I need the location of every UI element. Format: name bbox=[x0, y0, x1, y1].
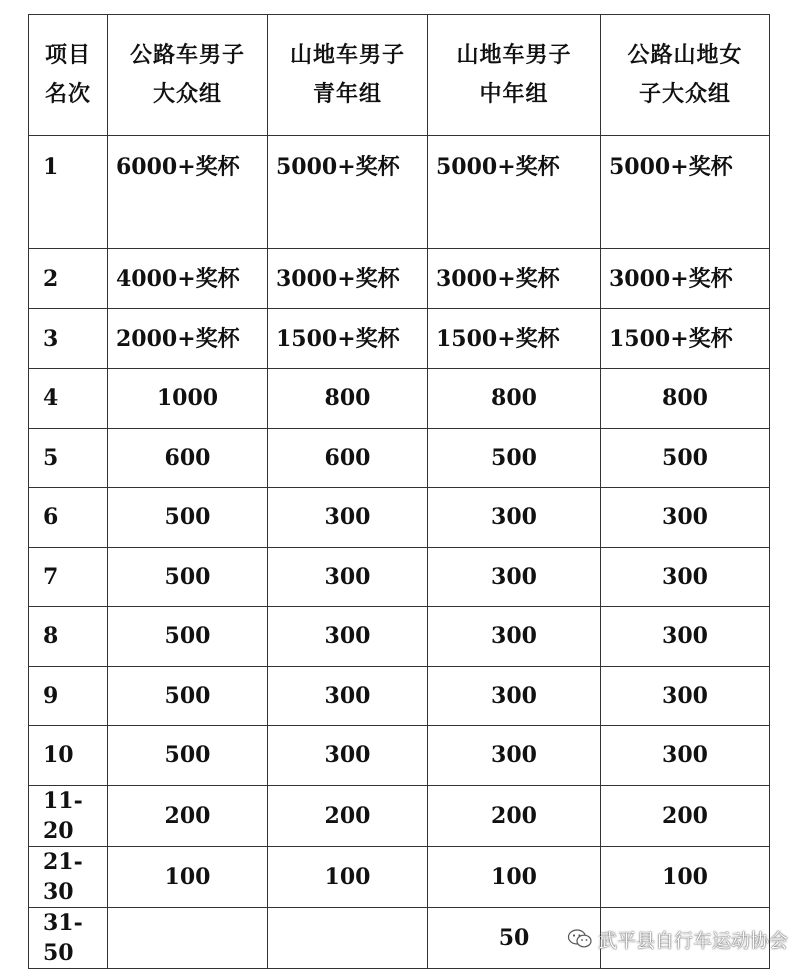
prize-cell: 3000+奖杯 bbox=[268, 249, 428, 309]
prize-cell: 300 bbox=[428, 488, 601, 548]
prize-table bbox=[28, 14, 770, 969]
prize-cell: 800 bbox=[601, 369, 770, 429]
prize-cell: 6000+奖杯 bbox=[108, 136, 268, 249]
prize-cell: 3000+奖杯 bbox=[601, 249, 770, 309]
table-row bbox=[29, 666, 770, 726]
header-col2-line1: 山地车男子 bbox=[289, 42, 405, 68]
prize-cell: 300 bbox=[428, 726, 601, 786]
prize-cell: 300 bbox=[268, 488, 428, 548]
rank-cell: 8 bbox=[29, 607, 108, 667]
table-row bbox=[29, 309, 770, 369]
rank-cell: 21-30 bbox=[29, 846, 108, 907]
table-row bbox=[29, 369, 770, 429]
prize-cell: 300 bbox=[268, 666, 428, 726]
prize-cell: 500 bbox=[601, 428, 770, 488]
prize-cell: 600 bbox=[268, 428, 428, 488]
rank-cell: 1 bbox=[29, 136, 108, 249]
rank-cell: 3 bbox=[29, 309, 108, 369]
header-row bbox=[29, 15, 770, 136]
prize-cell: 300 bbox=[601, 488, 770, 548]
prize-cell: 100 bbox=[428, 846, 601, 907]
table-row bbox=[29, 785, 770, 846]
header-col4-line1: 公路山地女 bbox=[627, 42, 743, 68]
table-row bbox=[29, 428, 770, 488]
prize-cell: 300 bbox=[268, 547, 428, 607]
prize-cell: 300 bbox=[268, 607, 428, 667]
prize-cell: 600 bbox=[108, 428, 268, 488]
header-women-public bbox=[601, 15, 770, 136]
rank-cell: 31-50 bbox=[29, 907, 108, 968]
table-row bbox=[29, 846, 770, 907]
prize-cell: 300 bbox=[601, 666, 770, 726]
prize-cell: 300 bbox=[428, 666, 601, 726]
table-row bbox=[29, 547, 770, 607]
prize-cell: 5000+奖杯 bbox=[428, 136, 601, 249]
prize-cell: 200 bbox=[268, 785, 428, 846]
prize-cell: 300 bbox=[601, 726, 770, 786]
prize-cell: 1500+奖杯 bbox=[601, 309, 770, 369]
prize-cell: 300 bbox=[601, 547, 770, 607]
rank-cell: 11-20 bbox=[29, 785, 108, 846]
prize-cell: 5000+奖杯 bbox=[268, 136, 428, 249]
prize-cell bbox=[108, 907, 268, 968]
wechat-icon bbox=[567, 928, 593, 950]
prize-cell: 300 bbox=[428, 547, 601, 607]
table-row bbox=[29, 607, 770, 667]
rank-cell: 10 bbox=[29, 726, 108, 786]
header-road-men-public bbox=[108, 15, 268, 136]
header-rank bbox=[29, 15, 108, 136]
prize-cell: 100 bbox=[601, 846, 770, 907]
header-mtb-men-youth bbox=[268, 15, 428, 136]
prize-cell: 2000+奖杯 bbox=[108, 309, 268, 369]
prize-cell bbox=[268, 907, 428, 968]
rank-cell: 7 bbox=[29, 547, 108, 607]
prize-cell: 1500+奖杯 bbox=[268, 309, 428, 369]
prize-cell: 500 bbox=[108, 547, 268, 607]
prize-cell: 50 bbox=[428, 907, 601, 968]
header-col4-line2: 子大众组 bbox=[638, 81, 731, 107]
header-col1-line2: 大众组 bbox=[152, 81, 222, 107]
header-rank-line1: 项目 bbox=[44, 42, 91, 68]
prize-cell: 200 bbox=[108, 785, 268, 846]
watermark bbox=[567, 925, 788, 953]
prize-cell: 300 bbox=[428, 607, 601, 667]
prize-cell: 3000+奖杯 bbox=[428, 249, 601, 309]
rank-cell: 5 bbox=[29, 428, 108, 488]
prize-cell: 500 bbox=[108, 488, 268, 548]
prize-cell: 800 bbox=[428, 369, 601, 429]
header-col2-line2: 青年组 bbox=[312, 81, 382, 107]
table-row bbox=[29, 249, 770, 309]
header-col3-line2: 中年组 bbox=[479, 81, 549, 107]
prize-cell: 1500+奖杯 bbox=[428, 309, 601, 369]
rank-cell: 9 bbox=[29, 666, 108, 726]
prize-cell: 5000+奖杯 bbox=[601, 136, 770, 249]
prize-cell: 500 bbox=[108, 726, 268, 786]
prize-cell: 4000+奖杯 bbox=[108, 249, 268, 309]
prize-cell: 300 bbox=[601, 607, 770, 667]
prize-cell: 100 bbox=[268, 846, 428, 907]
prize-cell: 300 bbox=[268, 726, 428, 786]
prize-cell: 500 bbox=[108, 607, 268, 667]
table-row bbox=[29, 136, 770, 249]
table-row bbox=[29, 726, 770, 786]
prize-cell: 200 bbox=[428, 785, 601, 846]
prize-cell: 100 bbox=[108, 846, 268, 907]
rank-cell: 6 bbox=[29, 488, 108, 548]
prize-cell: 500 bbox=[428, 428, 601, 488]
header-rank-line2: 名次 bbox=[44, 81, 91, 107]
prize-cell: 200 bbox=[601, 785, 770, 846]
header-mtb-men-middle-age bbox=[428, 15, 601, 136]
prize-cell: 500 bbox=[108, 666, 268, 726]
table-row bbox=[29, 488, 770, 548]
rank-cell: 4 bbox=[29, 369, 108, 429]
watermark-text: 武平县自行车运动协会 bbox=[598, 929, 789, 952]
header-col1-line1: 公路车男子 bbox=[129, 42, 245, 68]
prize-cell: 800 bbox=[268, 369, 428, 429]
prize-cell: 1000 bbox=[108, 369, 268, 429]
rank-cell: 2 bbox=[29, 249, 108, 309]
header-col3-line1: 山地车男子 bbox=[456, 42, 572, 68]
